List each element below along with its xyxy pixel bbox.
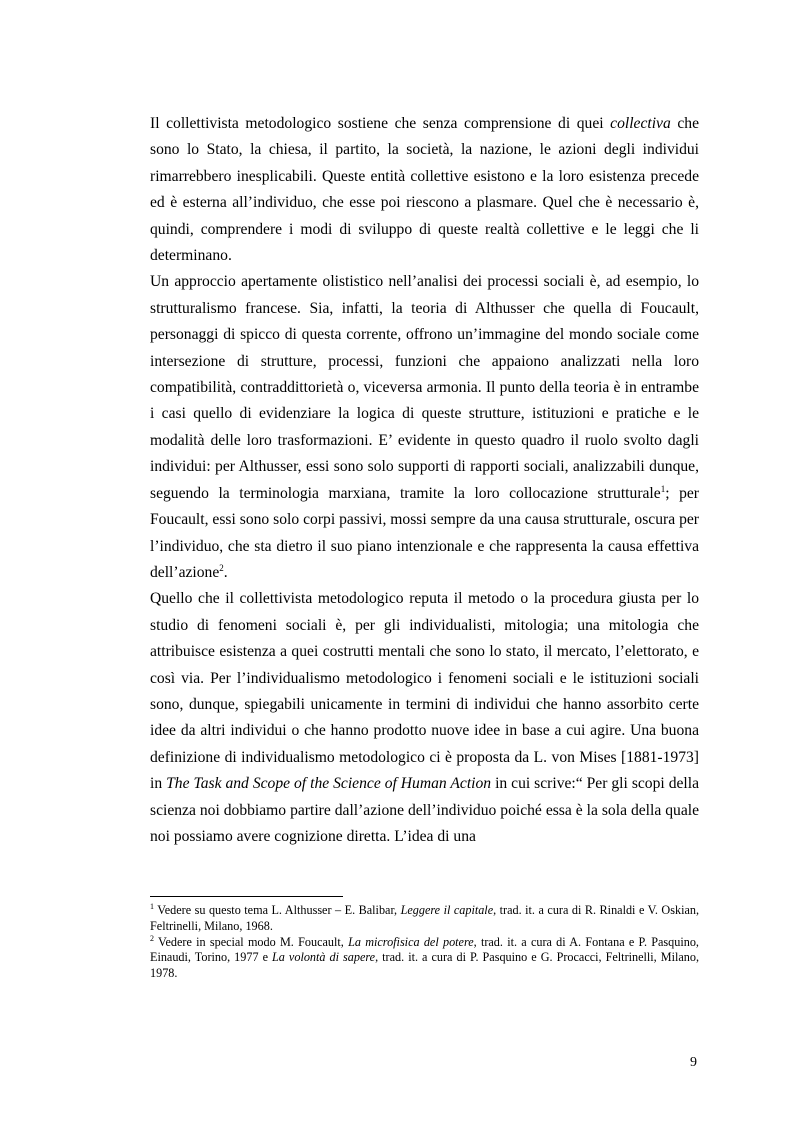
text-run: Il collettivista metodologico sostiene che senza comprensione di quei xyxy=(150,115,611,132)
text-run: Vedere in special modo M. Foucault, xyxy=(154,934,349,949)
footnote-number: 2 xyxy=(150,933,154,943)
italic-term: collectiva xyxy=(610,115,671,132)
page-number: 9 xyxy=(690,1055,697,1070)
paragraph-1 xyxy=(150,111,699,269)
text-run: che sono lo Stato, la chiesa, il partito, la società, la nazione, le azioni degli individui rimarrebbero inesplicabili. Queste entità collettive esistono e la loro esistenza precede ed è esterna all’individuo, che esse poi riescono a plasmare. Quel che è necessario è, quindi, comprendere i modi di sviluppo di queste realtà collettive e le leggi che li determinano. xyxy=(150,115,699,265)
text-run: Quello che il collettivista metodologico reputa il metodo o la procedura giusta per lo studio di fenomeni sociali è, per gli individualisti, mitologia; una mitologia che attribuisce esistenza a quei costrutti mentali che sono lo stato, il mercato, l’elettorato, e così via. Per l’individualismo metodologico i fenomeni sociali e le istituzioni sociali sono, dunque, spiegabili unicamente in termini di individui che hanno assorbito certe idee da altri individui o che hanno prodotto nuove idee in base a cui agire. Una buona definizione di individualismo metodologico ci è proposta da L. von Mises [1881-1973] in xyxy=(150,590,699,793)
italic-title: La volontà di sapere xyxy=(272,950,376,965)
text-run: Un approccio apertamente olististico nell’analisi dei processi sociali è, ad esempio, lo strutturalismo francese. Sia, infatti, la teoria di Althusser che quella di Foucault, personaggi di spicco di questa corrente, offrono un’immagine del mondo sociale come intersezione di strutture, processi, funzioni che appaiono analizzati nella loro compatibilità, contraddittorietà o, viceversa armonia. Il punto della teoria è in entrambe i casi quello di evidenziare la logica di queste strutture, istituzioni e pratiche e le modalità delle loro trasformazioni. E’ evidente in questo quadro il ruolo svolto dagli individui: per Althusser, essi sono solo supporti di rapporti sociali, analizzabili dunque, seguendo la terminologia marxiana, tramite la loro collocazione strutturale xyxy=(150,273,699,502)
text-run: , trad. it. a cura di R. Rinaldi e V. Oskian, Feltrinelli, Milano, 1968. xyxy=(150,903,700,933)
footnotes xyxy=(150,903,699,982)
main-text xyxy=(150,111,699,850)
text-run: Vedere su questo tema L. Althusser – E. Balibar, xyxy=(154,903,401,917)
text-run: in cui scrive:“ Per gli scopi della scienza noi dobbiamo partire dall’azione dell’individuo poiché essa è la sola della quale noi possiamo avere cognizione diretta. L’idea di una xyxy=(150,775,700,845)
footnote-separator xyxy=(150,896,343,897)
footnote-ref-1[interactable]: 1 xyxy=(660,483,666,494)
italic-title: La microfisica del potere xyxy=(348,934,474,949)
italic-title: Leggere il capitale xyxy=(400,903,494,917)
text-run: . xyxy=(223,563,228,581)
footnote-1 xyxy=(150,903,699,935)
paragraph-3 xyxy=(150,586,699,850)
footnote-ref-2[interactable]: 2 xyxy=(219,562,224,573)
footnote-number: 1 xyxy=(150,902,154,911)
text-run: ; per Foucault, essi sono solo corpi passivi, mossi sempre da una causa strutturale, oscura per l’individuo, che sta dietro il suo piano intenzionale e che rappresenta la causa effettiva dell’azione xyxy=(150,484,699,581)
text-run: , trad. it. a cura di A. Fontana e P. Pasquino, Einaudi, Torino, 1977 e xyxy=(150,934,699,965)
italic-title: The Task and Scope of the Science of Human Action xyxy=(166,775,492,793)
text-run: , trad. it. a cura di P. Pasquino e G. Procacci, Feltrinelli, Milano, 1978. xyxy=(150,950,700,981)
paragraph-2 xyxy=(150,269,699,586)
footnote-2 xyxy=(150,935,699,982)
